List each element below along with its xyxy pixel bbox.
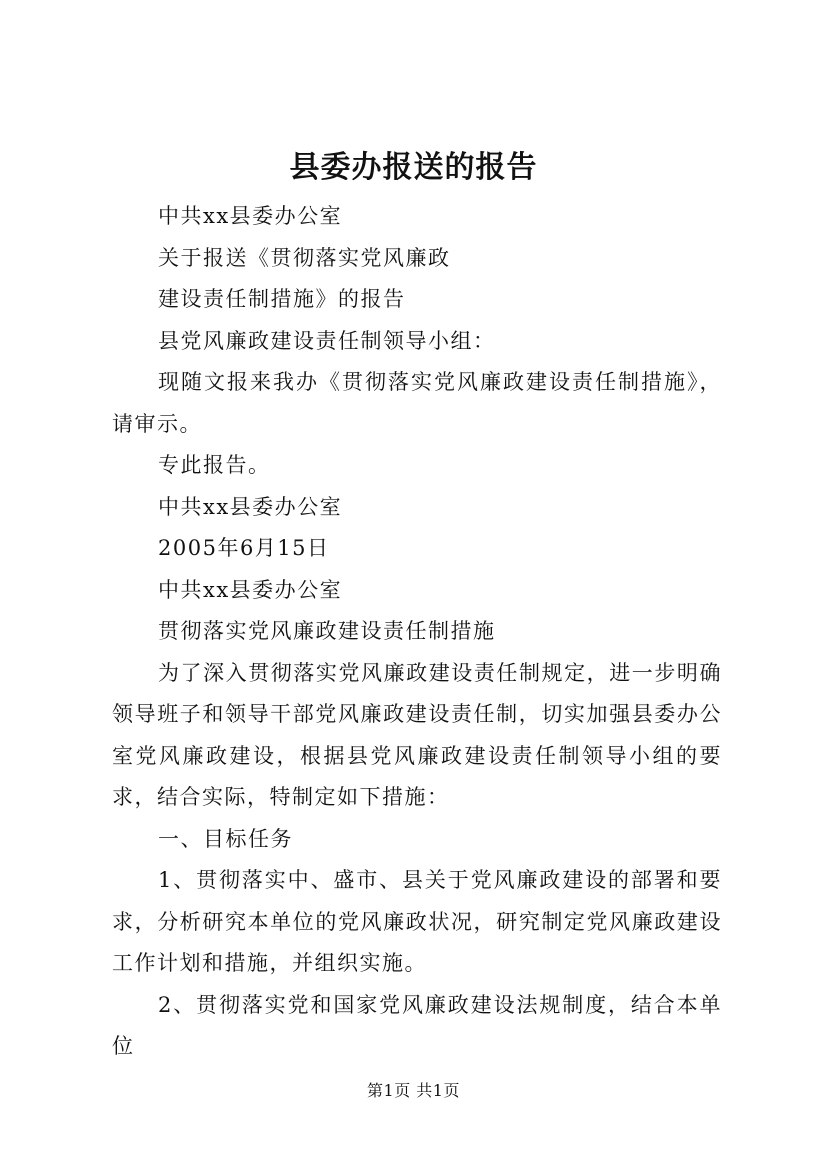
paragraph: 2005年6月15日	[158, 536, 330, 560]
document-title: 县委办报送的报告	[289, 150, 538, 185]
paragraph: 关于报送《贯彻落实党风廉政	[158, 245, 451, 270]
paragraph: 贯彻落实党风廉政建设责任制措施	[158, 619, 496, 643]
paragraph: 为了深入贯彻落实党风廉政建设责任制规定，进一步明确领导班子和领导干部党风廉政建设责任制，切实加强县委办公室党风廉政建设，根据县党风廉政建设责任制领导小组的要求，结合实际，特制定如下措施：	[112, 660, 722, 809]
paragraph: 建设责任制措施》的报告	[158, 287, 406, 311]
paragraph: 县党风廉政建设责任制领导小组：	[158, 328, 496, 353]
paragraph: 中共xx县委办公室	[158, 577, 343, 602]
paragraph: 1、贯彻落实中、盛市、县关于党风廉政建设的部署和要求，分析研究本单位的党风廉政状况，研究制定党风廉政建设工作计划和措施，并组织实施。	[112, 868, 722, 975]
page-footer: 第1页 共1页	[367, 1081, 460, 1100]
section-heading: 一、目标任务	[158, 826, 293, 851]
paragraph: 现随文报来我办《贯彻落实党风廉政建设责任制措施》，请审示。	[112, 370, 722, 436]
paragraph: 中共xx县委办公室	[158, 494, 343, 519]
document-body	[112, 196, 722, 1068]
paragraph: 专此报告。	[158, 453, 271, 477]
paragraph: 中共xx县委办公室	[158, 204, 343, 228]
paragraph: 2、贯彻落实党和国家党风廉政建设法规制度，结合本单位	[112, 992, 722, 1058]
